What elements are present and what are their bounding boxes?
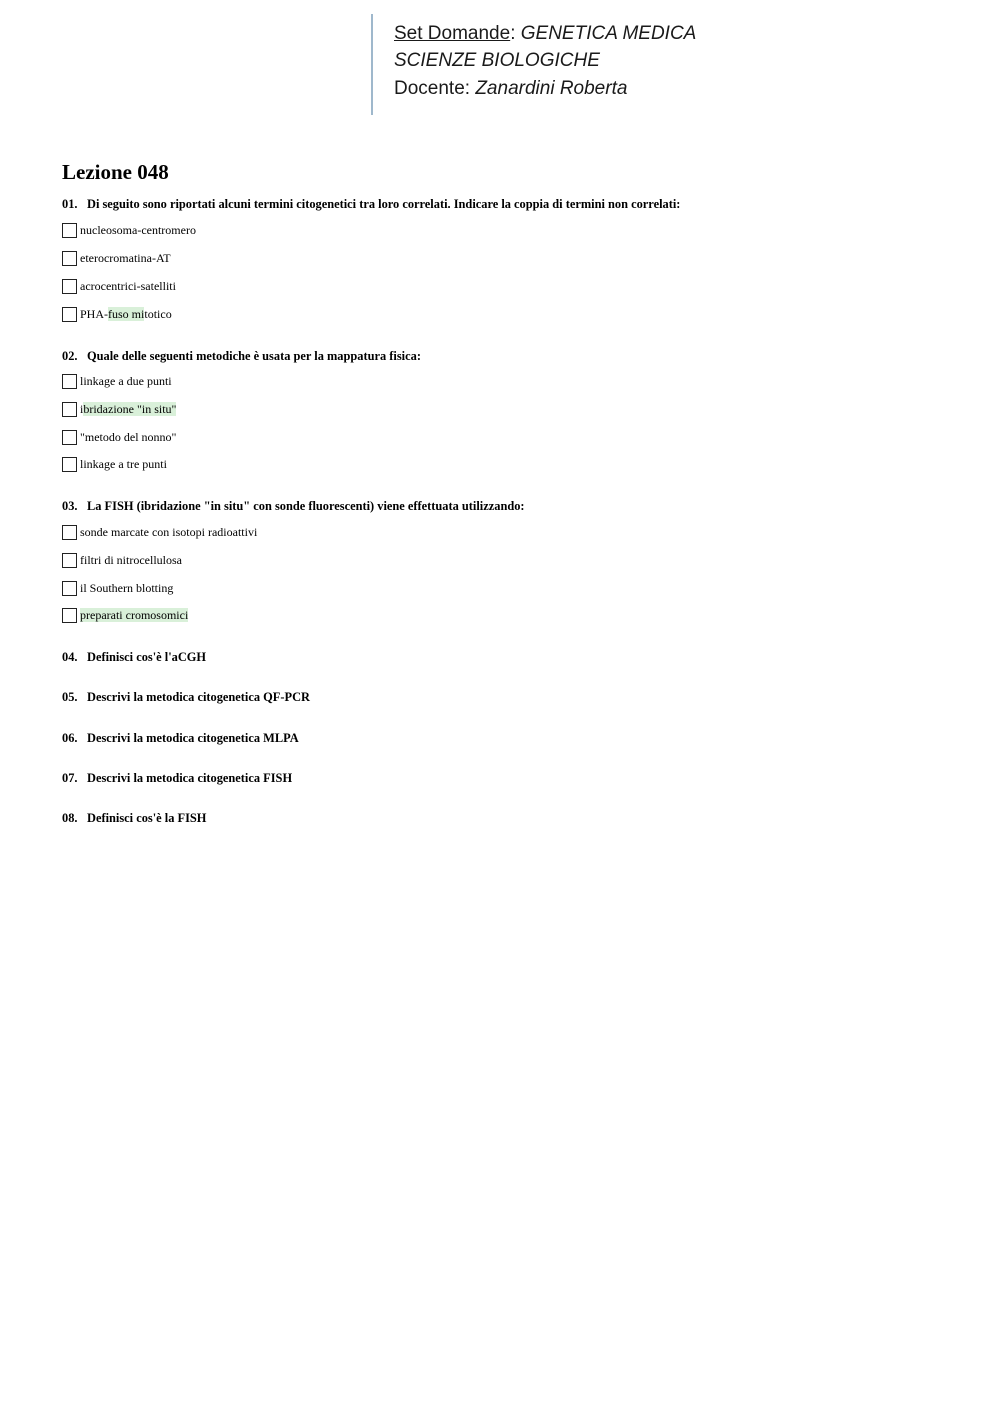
header-teacher-line [394, 78, 627, 100]
question-text: Quale delle seguenti metodiche è usata per la mappatura fisica: [87, 349, 421, 363]
question-08 [62, 811, 206, 826]
checkbox[interactable] [62, 402, 77, 417]
question-number: 05. [62, 690, 78, 704]
option-row[interactable] [62, 608, 362, 624]
checkbox[interactable] [62, 279, 77, 294]
option-text: linkage a tre punti [80, 457, 167, 471]
option-row[interactable] [62, 525, 362, 541]
checkbox[interactable] [62, 608, 77, 623]
highlighted-text: preparati cromosomici [80, 608, 189, 622]
option-text [80, 307, 172, 322]
option-text: filtri di nitrocellulosa [80, 553, 182, 567]
option-text-part: totico [144, 307, 172, 321]
checkbox[interactable] [62, 251, 77, 266]
option-row[interactable] [62, 223, 362, 239]
option-text [80, 402, 176, 417]
option-text: linkage a due punti [80, 374, 172, 388]
option-text: sonde marcate con isotopi radioattivi [80, 525, 258, 539]
option-row[interactable] [62, 307, 362, 323]
question-03 [62, 499, 525, 514]
checkbox[interactable] [62, 223, 77, 238]
checkbox[interactable] [62, 553, 77, 568]
option-row[interactable] [62, 457, 362, 473]
teacher-name: Zanardini Roberta [475, 78, 628, 99]
option-row[interactable] [62, 279, 362, 295]
option-text: nucleosoma-centromero [80, 223, 196, 237]
question-06 [62, 731, 299, 746]
set-separator: : [510, 23, 516, 44]
checkbox[interactable] [62, 307, 77, 322]
question-text: Descrivi la metodica citogenetica FISH [87, 771, 293, 785]
question-07 [62, 771, 292, 786]
question-01 [62, 197, 680, 212]
subject-name: GENETICA MEDICA [520, 23, 697, 44]
option-text-part: PHA- [80, 307, 109, 321]
question-text: Descrivi la metodica citogenetica QF-PCR [87, 690, 310, 704]
set-label: Set Domande [394, 23, 511, 44]
checkbox[interactable] [62, 430, 77, 445]
option-text: eterocromatina-AT [80, 251, 171, 265]
question-04 [62, 650, 206, 665]
question-text: Definisci cos'è la FISH [87, 811, 207, 825]
question-text: La FISH (ibridazione "in situ" con sonde fluorescenti) viene effettuata utilizzando: [87, 499, 525, 513]
checkbox[interactable] [62, 581, 77, 596]
question-number: 04. [62, 650, 78, 664]
question-05 [62, 690, 310, 705]
question-number: 01. [62, 197, 78, 211]
header-set-line [394, 23, 696, 45]
question-text: Di seguito sono riportati alcuni termini citogenetici tra loro correlati. Indicare la coppia di termini non correlati: [87, 197, 681, 211]
highlighted-text: bridazione "in situ" [83, 402, 177, 416]
question-02 [62, 349, 421, 364]
course-name: SCIENZE BIOLOGICHE [394, 50, 600, 71]
option-row[interactable] [62, 581, 362, 597]
highlighted-text: fuso mi [108, 307, 145, 321]
option-text: il Southern blotting [80, 581, 174, 595]
option-row[interactable] [62, 430, 362, 446]
option-text: acrocentrici-satelliti [80, 279, 176, 293]
question-number: 08. [62, 811, 78, 825]
question-text: Descrivi la metodica citogenetica MLPA [87, 731, 299, 745]
question-text: Definisci cos'è l'aCGH [87, 650, 207, 664]
option-text: "metodo del nonno" [80, 430, 177, 444]
question-number: 02. [62, 349, 78, 363]
question-number: 07. [62, 771, 78, 785]
header-box [371, 14, 733, 115]
checkbox[interactable] [62, 525, 77, 540]
checkbox[interactable] [62, 374, 77, 389]
teacher-label: Docente: [394, 78, 471, 99]
checkbox[interactable] [62, 457, 77, 472]
lesson-title: Lezione 048 [62, 160, 169, 184]
question-number: 03. [62, 499, 78, 513]
option-row[interactable] [62, 553, 362, 569]
option-text-part: i [80, 402, 84, 416]
option-text [80, 608, 188, 623]
header-course-line [394, 50, 600, 72]
option-row[interactable] [62, 251, 362, 267]
option-row[interactable] [62, 374, 362, 390]
option-row[interactable] [62, 402, 362, 418]
question-number: 06. [62, 731, 78, 745]
